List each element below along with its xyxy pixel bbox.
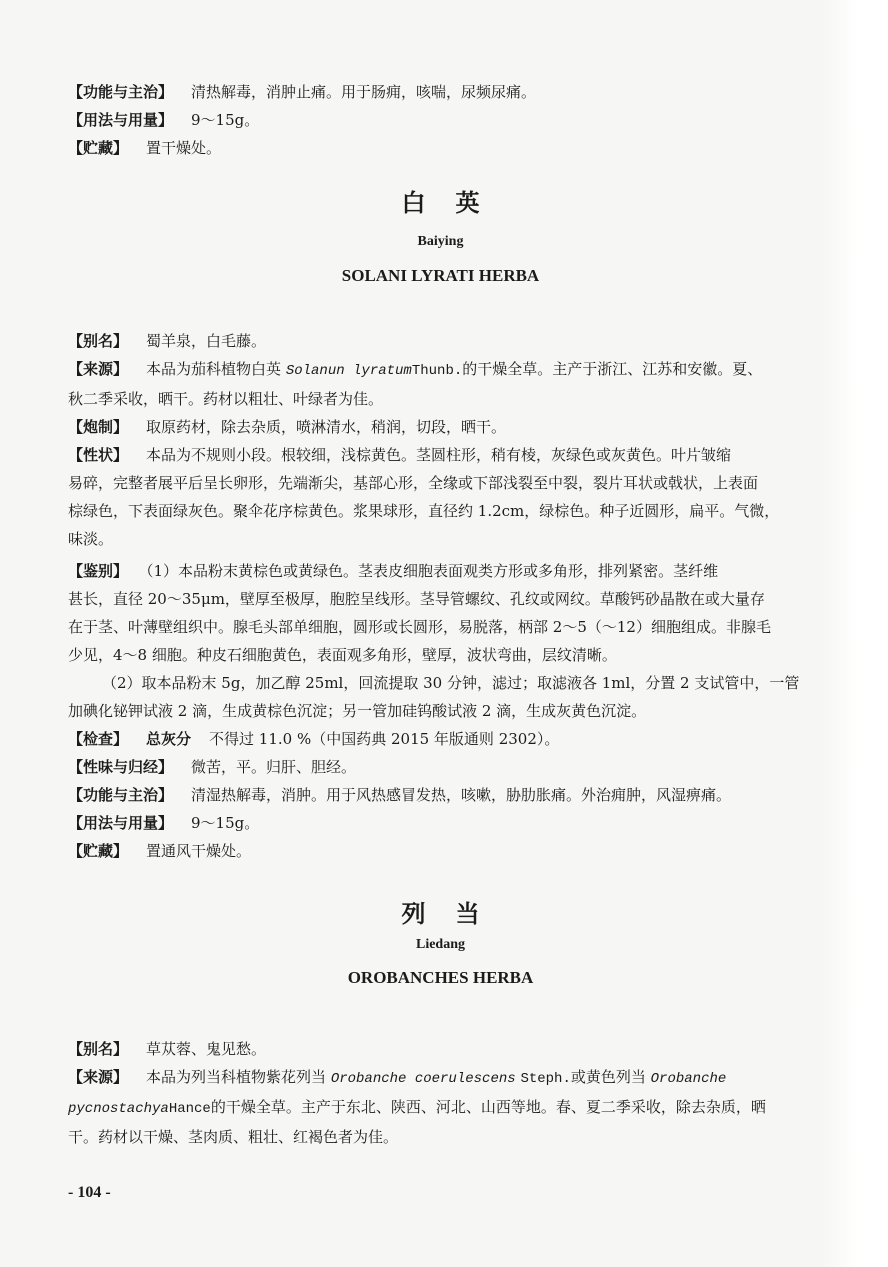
label-function-2: 【功能与主治】 bbox=[68, 786, 174, 804]
text-storage-2: 置通风干燥处。 bbox=[146, 842, 252, 860]
label-storage: 【贮藏】 bbox=[68, 139, 129, 157]
text-character-1: 本品为不规则小段。根较细，浅棕黄色。茎圆柱形，稍有棱，灰绿色或灰黄色。叶片皱缩 bbox=[146, 446, 732, 464]
section-dosage-2 bbox=[68, 809, 813, 837]
label-character: 【性状】 bbox=[68, 446, 129, 464]
label-dosage-2: 【用法与用量】 bbox=[68, 814, 174, 832]
text-identification-4: 少见，4～8 细胞。种皮石细胞黄色，表面观多角形，壁厚，波状弯曲，层纹清晰。 bbox=[68, 646, 617, 664]
label-source: 【来源】 bbox=[68, 360, 129, 378]
text-identification-2: 甚长，直径 20～35μm，壁厚至极厚，胞腔呈线形。茎导管螺纹、孔纹或网纹。草酸钙砂晶散在或大量存 bbox=[68, 590, 765, 608]
text-character-4: 味淡。 bbox=[68, 530, 114, 548]
section-dosage bbox=[68, 106, 813, 134]
section-alias bbox=[68, 327, 813, 355]
label-dosage: 【用法与用量】 bbox=[68, 111, 174, 129]
text-source2-line3: 干。药材以干燥、茎肉质、粗壮、红褐色者为佳。 bbox=[68, 1128, 399, 1146]
species-name: Solanun lyratum bbox=[285, 363, 412, 379]
species-name-2a: Orobanche bbox=[650, 1071, 727, 1087]
label-identification: 【鉴别】 bbox=[68, 562, 129, 580]
text-storage: 置干燥处。 bbox=[146, 139, 222, 157]
section-source bbox=[68, 355, 813, 385]
section-inspection bbox=[68, 725, 813, 753]
text-source2-line2 bbox=[68, 1093, 813, 1123]
text-alias: 蜀羊泉，白毛藤。 bbox=[146, 332, 267, 350]
section-storage bbox=[68, 134, 813, 162]
label-nature: 【性味与归经】 bbox=[68, 758, 174, 776]
entry-title-latin: SOLANI LYRATI HERBA bbox=[341, 266, 540, 285]
text-character-2: 易碎，完整者展平后呈长卵形，先端渐尖，基部心形，全缘或下部浅裂至中裂，裂片耳状或戟状，上表面 bbox=[68, 474, 759, 492]
entry2-title-latin: OROBANCHES HERBA bbox=[347, 968, 534, 987]
text-dosage: 9～15g。 bbox=[191, 111, 260, 129]
text-function-2: 清湿热解毒，消肿。用于风热感冒发热，咳嗽，胁肋胀痛。外治痈肿，风湿痹痛。 bbox=[191, 786, 732, 804]
text-source2-pre: 本品为列当科植物紫花列当 bbox=[146, 1068, 327, 1086]
section-nature bbox=[68, 753, 813, 781]
species-author-1: Steph. bbox=[520, 1071, 571, 1087]
text-identification-3: 在于茎、叶薄壁组织中。腺毛头部单细胞，圆形或长圆形，易脱落，柄部 2～5（～12）细胞组成。非腺毛 bbox=[68, 618, 771, 636]
text-source-post: 的干燥全草。主产于浙江、江苏和安徽。夏、 bbox=[462, 360, 763, 378]
label-alias-2: 【别名】 bbox=[68, 1040, 129, 1058]
species-author-2: Hance bbox=[168, 1101, 211, 1117]
entry-title-pinyin: Baiying bbox=[417, 234, 464, 249]
text-alias-2: 草苁蓉、鬼见愁。 bbox=[146, 1040, 267, 1058]
label-processing: 【炮制】 bbox=[68, 418, 129, 436]
label-function: 【功能与主治】 bbox=[68, 83, 174, 101]
label-source-2: 【来源】 bbox=[68, 1068, 129, 1086]
page-content bbox=[68, 78, 813, 1151]
text-identification-5: （2）取本品粉末 5g，加乙醇 25ml，回流提取 30 分钟，滤过；取滤液各 1ml，分置 2 支试管中，一管 bbox=[102, 674, 800, 692]
label-total-ash: 总灰分 bbox=[146, 730, 192, 748]
label-alias: 【别名】 bbox=[68, 332, 129, 350]
entry2-title-pinyin: Liedang bbox=[415, 937, 465, 952]
text-source-pre: 本品为茄科植物白英 bbox=[146, 360, 282, 378]
text-dosage-2: 9～15g。 bbox=[191, 814, 260, 832]
section-storage-2 bbox=[68, 837, 813, 865]
section-function bbox=[68, 78, 813, 106]
species-author: Thunb. bbox=[411, 363, 463, 379]
section-source-2 bbox=[68, 1063, 813, 1093]
page-edge bbox=[822, 0, 888, 1267]
text-processing: 取原药材，除去杂质，喷淋清水，稍润，切段，晒干。 bbox=[146, 418, 507, 436]
page-number: - 104 - bbox=[68, 1184, 111, 1201]
text-source2-mid: 或黄色列当 bbox=[570, 1068, 646, 1086]
label-storage-2: 【贮藏】 bbox=[68, 842, 129, 860]
species-name-1: Orobanche coerulescens bbox=[330, 1071, 516, 1087]
section-character bbox=[68, 441, 813, 469]
text-function: 清热解毒，消肿止痛。用于肠痈，咳喘，尿频尿痛。 bbox=[191, 83, 537, 101]
text-source-cont: 秋二季采收，晒干。药材以粗壮、叶绿者为佳。 bbox=[68, 390, 384, 408]
species-name-2b: pycnostachya bbox=[68, 1101, 169, 1117]
section-identification bbox=[68, 557, 813, 585]
section-alias-2 bbox=[68, 1035, 813, 1063]
text-source2-post: 的干燥全草。主产于东北、陕西、河北、山西等地。春、夏二季采收，除去杂质，晒 bbox=[210, 1098, 766, 1116]
entry-title-cn: 白英 bbox=[401, 189, 510, 217]
text-identification-1: （1）本品粉末黄棕色或黄绿色。茎表皮细胞表面观类方形或多角形，排列紧密。茎纤维 bbox=[146, 562, 719, 580]
section-function-2 bbox=[68, 781, 813, 809]
label-inspection: 【检查】 bbox=[68, 730, 129, 748]
text-character-3: 棕绿色，下表面绿灰色。聚伞花序棕黄色。浆果球形，直径约 1.2cm，绿棕色。种子近圆形，扁平。气微， bbox=[68, 502, 780, 520]
text-inspection: 不得过 11.0 %（中国药典 2015 年版通则 2302）。 bbox=[209, 730, 560, 748]
section-processing bbox=[68, 413, 813, 441]
entry2-title-cn: 列当 bbox=[401, 900, 510, 928]
text-nature: 微苦，平。归肝、胆经。 bbox=[191, 758, 357, 776]
text-identification-6: 加碘化铋钾试液 2 滴，生成黄棕色沉淀；另一管加硅钨酸试液 2 滴，生成灰黄色沉淀。 bbox=[68, 702, 647, 720]
